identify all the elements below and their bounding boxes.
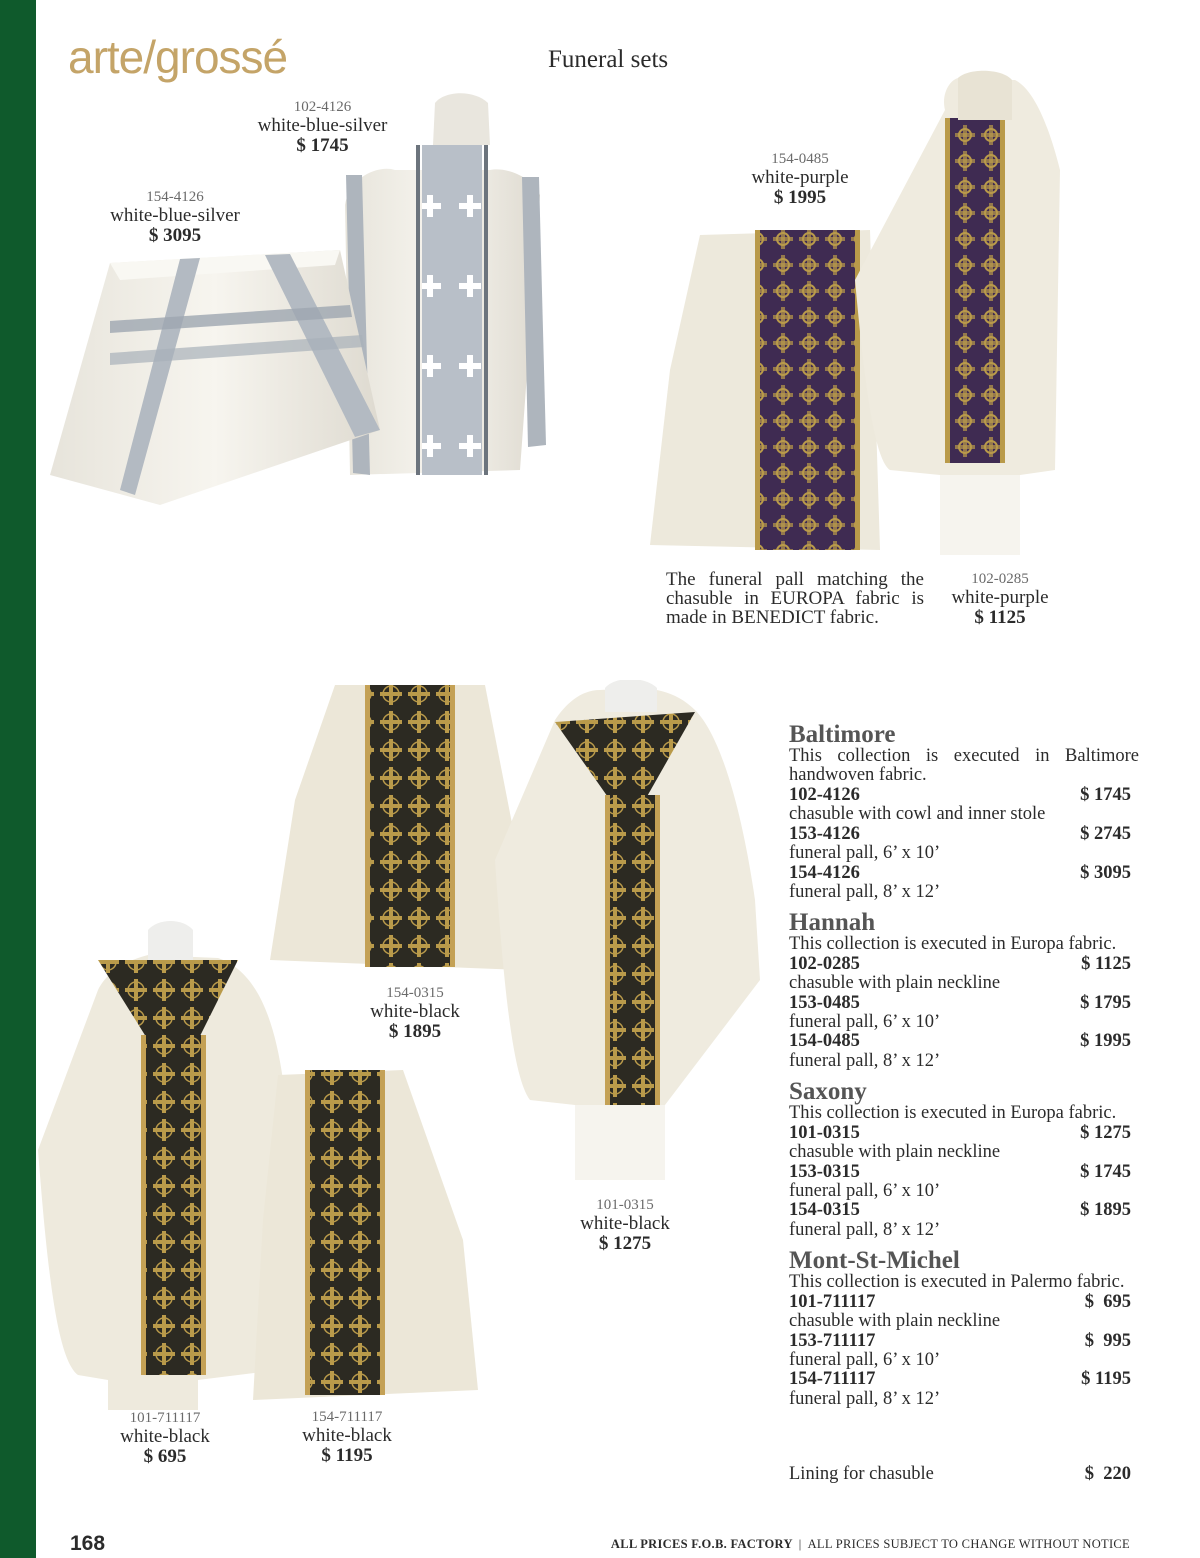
collection-saxony — [789, 1079, 1139, 1240]
item-code: 153-4126 — [789, 823, 860, 844]
product-price: $ 3095 — [148, 224, 202, 246]
product-color: white-black — [120, 1425, 210, 1447]
collection-name: Mont-St-Michel — [789, 1247, 960, 1275]
collection-baltimore — [789, 722, 1139, 902]
footer-separator: | — [798, 1537, 802, 1551]
item-code: 154-0315 — [789, 1200, 860, 1221]
product-code: 101-711117 — [129, 1410, 201, 1426]
product-code: 101-0315 — [596, 1197, 654, 1213]
item-price: $ 1895 — [1080, 1200, 1131, 1221]
item-price: $ 995 — [1084, 1330, 1131, 1351]
item-desc: chasuble with plain neckline — [789, 973, 1001, 994]
photo-hannah-set — [640, 70, 1060, 570]
item-row — [789, 825, 1131, 844]
caption-154-0485 — [730, 152, 870, 208]
product-code: 154-4126 — [146, 189, 204, 205]
item-price: $ 1745 — [1080, 784, 1131, 805]
item-desc: funeral pall, 6’ x 10’ — [789, 1012, 941, 1033]
item-price: $ 1125 — [1081, 953, 1131, 974]
item-code: 153-711117 — [789, 1330, 876, 1351]
collection-name: Hannah — [789, 909, 876, 937]
item-price: $ 1745 — [1080, 1161, 1131, 1182]
product-color: white-blue-silver — [257, 114, 388, 136]
item-row — [789, 1201, 1131, 1220]
product-code: 154-0485 — [771, 151, 829, 167]
product-code: 154-711117 — [311, 1409, 383, 1425]
collection-name: Baltimore — [789, 721, 896, 748]
caption-101-0315 — [565, 1198, 685, 1254]
item-desc: chasuble with cowl and inner stole — [789, 804, 1046, 825]
collection-desc: This collection is executed in Europa fabric. — [789, 934, 1117, 955]
brand-logo: arte/grossé — [68, 31, 288, 83]
item-row — [789, 1124, 1131, 1143]
product-color: white-black — [302, 1424, 392, 1446]
product-color: white-blue-silver — [110, 204, 240, 226]
item-desc: funeral pall, 8’ x 12’ — [789, 1219, 941, 1240]
green-side-bar — [0, 0, 36, 1558]
caption-101-711117 — [105, 1411, 225, 1467]
item-code: 154-711117 — [789, 1369, 876, 1390]
item-price: $ 1195 — [1081, 1369, 1131, 1390]
pall-154-711117 — [253, 1070, 478, 1400]
product-price: $ 1895 — [388, 1020, 442, 1042]
product-price: $ 1195 — [321, 1444, 373, 1466]
item-price: $ 2745 — [1080, 823, 1131, 844]
item-code: 153-0315 — [789, 1161, 860, 1182]
product-code: 102-0285 — [971, 571, 1029, 587]
footer-left: ALL PRICES F.O.B. FACTORY — [610, 1537, 793, 1551]
item-desc: funeral pall, 8’ x 12’ — [789, 881, 941, 902]
product-color: white-black — [580, 1212, 670, 1234]
item-desc: funeral pall, 6’ x 10’ — [789, 843, 941, 864]
item-row — [789, 786, 1131, 805]
caption-154-4126 — [100, 190, 250, 246]
item-row — [789, 1370, 1131, 1389]
item-code: 154-0485 — [789, 1031, 860, 1052]
item-row — [789, 1032, 1131, 1051]
item-row — [789, 1293, 1131, 1312]
item-row — [789, 955, 1131, 974]
footer-notice — [611, 1537, 1130, 1552]
photo-mont-st-michel-set — [38, 920, 508, 1410]
item-code: 154-4126 — [789, 862, 860, 883]
collection-name: Saxony — [789, 1078, 867, 1106]
page-title: Funeral sets — [548, 46, 669, 73]
product-code: 102-4126 — [293, 99, 352, 115]
item-price: $ 1275 — [1080, 1122, 1131, 1143]
product-price: $ 1275 — [598, 1232, 652, 1254]
item-price: $ 695 — [1084, 1291, 1131, 1312]
product-price: $ 1995 — [773, 186, 827, 208]
lining-label: Lining for chasuble — [789, 1464, 934, 1484]
item-desc: funeral pall, 6’ x 10’ — [789, 1181, 941, 1202]
caption-154-711117 — [287, 1410, 407, 1466]
product-price: $ 1745 — [296, 134, 349, 156]
chasuble-102-0285 — [855, 71, 1060, 555]
product-price: $ 1125 — [974, 606, 1026, 628]
collection-desc: This collection is executed in Europa fabric. — [789, 1103, 1117, 1124]
product-color: white-purple — [751, 166, 849, 188]
pall-154-4126 — [50, 250, 380, 505]
pall-154-0485 — [650, 230, 880, 550]
fabric-note: The funeral pall matching the chasuble in EUROPA fabric is made in BENEDICT fabric. — [666, 569, 924, 628]
product-price: $ 695 — [143, 1445, 187, 1467]
product-color: white-purple — [951, 586, 1049, 608]
collection-desc: This collection is executed in Baltimore handwoven fabric. — [789, 746, 1139, 786]
item-row — [789, 994, 1131, 1013]
product-color: white-black — [370, 1000, 460, 1022]
item-row — [789, 1163, 1131, 1182]
item-row — [789, 1332, 1131, 1351]
collection-info — [789, 722, 1139, 1417]
lining-price: $ 220 — [1084, 1464, 1131, 1484]
collection-mont-st-michel — [789, 1248, 1139, 1409]
collection-hannah — [789, 910, 1139, 1071]
item-code: 101-711117 — [789, 1291, 876, 1312]
item-row — [789, 864, 1131, 883]
footer-right: ALL PRICES SUBJECT TO CHANGE WITHOUT NOTICE — [807, 1537, 1130, 1551]
chasuble-101-0315 — [495, 680, 760, 1180]
item-price: $ 1995 — [1080, 1031, 1131, 1052]
product-code: 154-0315 — [386, 985, 444, 1001]
item-desc: funeral pall, 8’ x 12’ — [789, 1388, 941, 1409]
item-desc: chasuble with plain neckline — [789, 1311, 1001, 1332]
item-price: $ 3095 — [1080, 862, 1131, 883]
item-code: 101-0315 — [789, 1122, 860, 1143]
item-desc: funeral pall, 6’ x 10’ — [789, 1349, 941, 1370]
collection-desc: This collection is executed in Palermo fabric. — [789, 1272, 1125, 1293]
item-desc: chasuble with plain neckline — [789, 1142, 1001, 1163]
caption-102-0285 — [940, 572, 1060, 628]
item-code: 102-0285 — [789, 953, 860, 974]
item-code: 153-0485 — [789, 992, 860, 1013]
page-number: 168 — [70, 1532, 106, 1555]
item-price: $ 1795 — [1080, 992, 1131, 1013]
chasuble-101-711117 — [38, 921, 288, 1410]
caption-102-4126 — [250, 100, 395, 156]
item-desc: funeral pall, 8’ x 12’ — [789, 1050, 941, 1071]
lining-row — [789, 1464, 1131, 1485]
item-code: 102-4126 — [789, 784, 860, 805]
